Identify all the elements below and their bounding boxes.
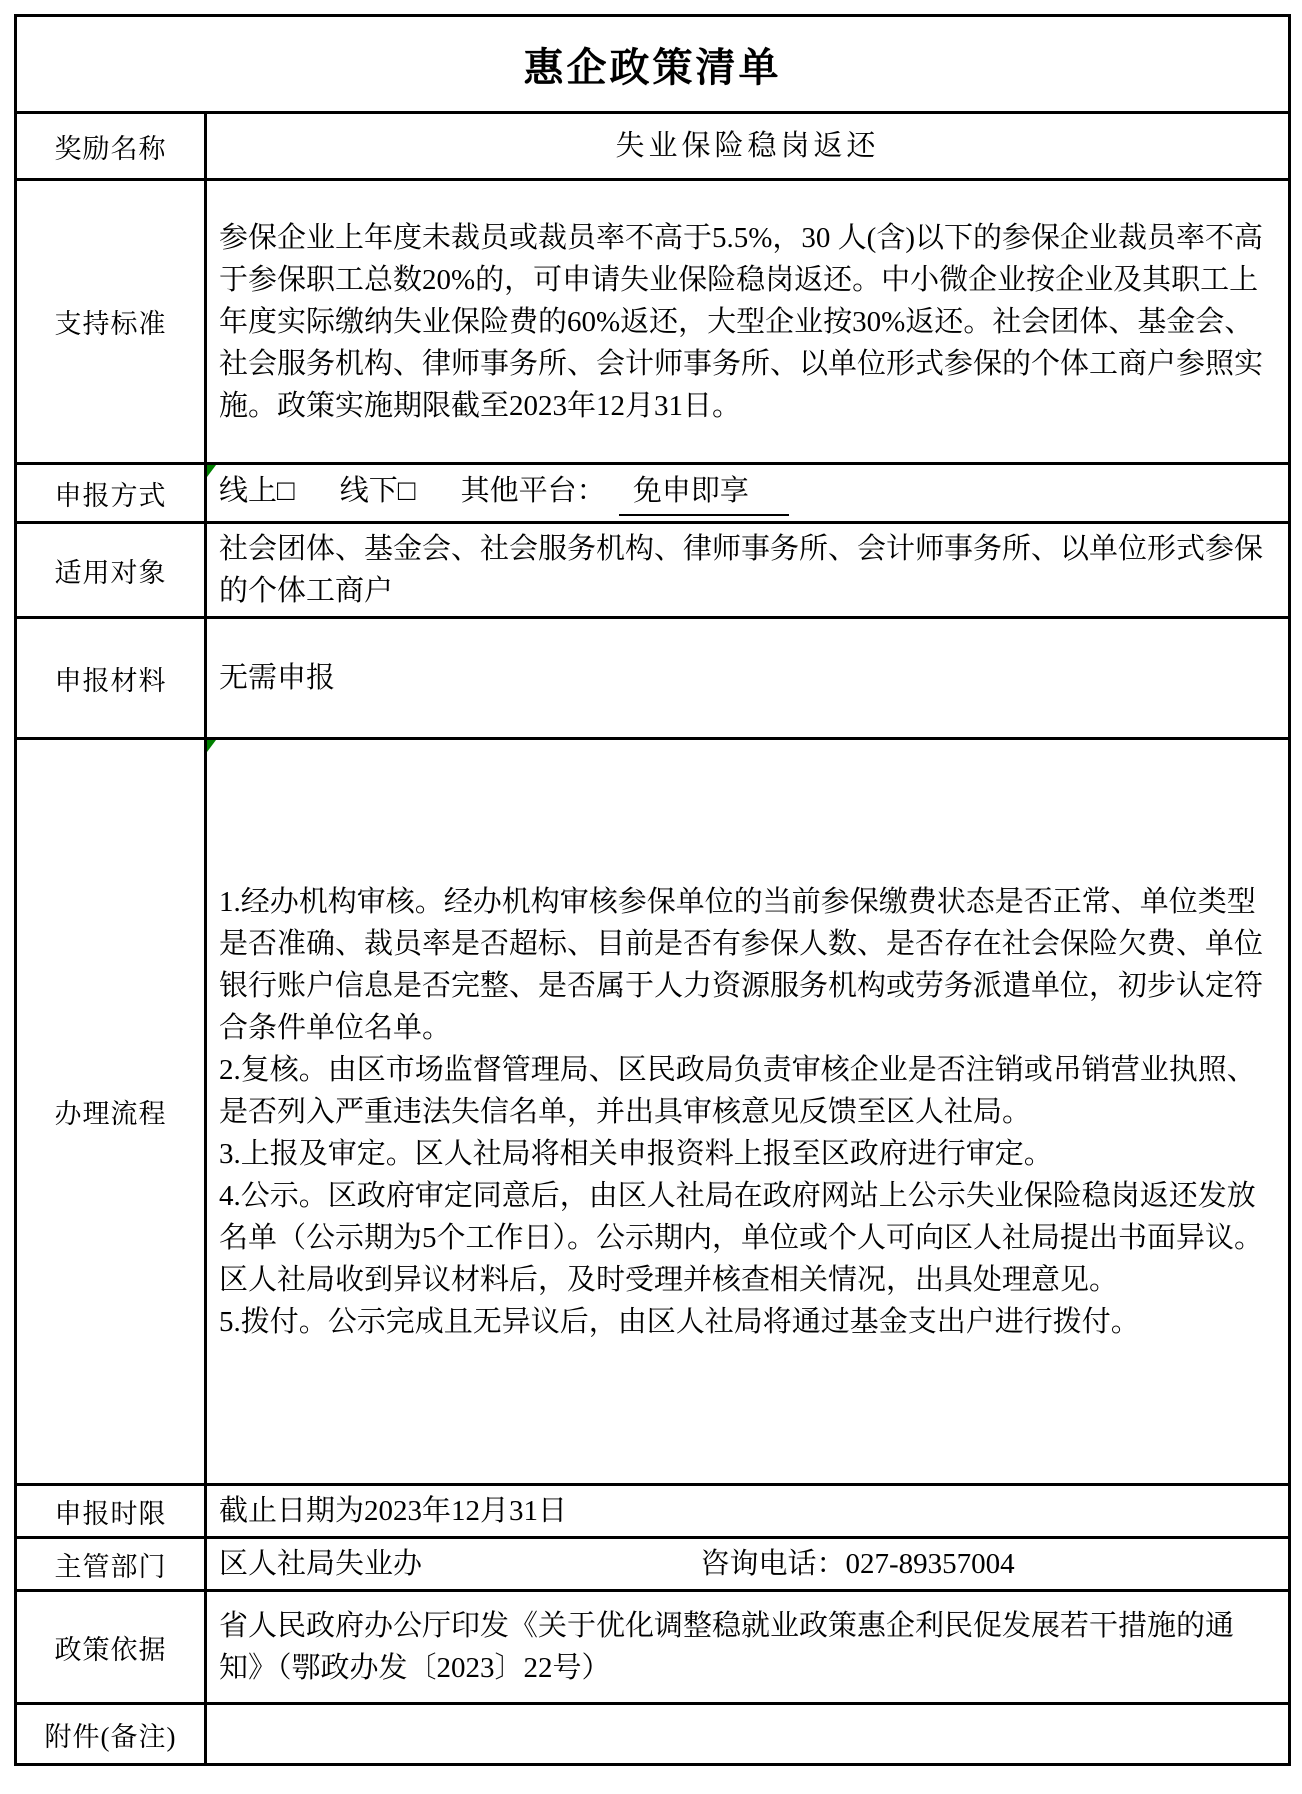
table-row <box>16 1704 1290 1765</box>
page-title: 惠企政策清单 <box>16 16 1290 113</box>
table-row <box>16 1485 1290 1538</box>
apply-option-online-label: 线上 <box>219 475 278 507</box>
applicable-objects-text: 社会团体、基金会、社会服务机构、律师事务所、会计师事务所、以单位形式参保的个体工商户 <box>219 533 1264 607</box>
table-row <box>16 523 1290 618</box>
process-step-4: 4.公示。区政府审定同意后，由区人社局在政府网站上公示失业保险稳岗返还发放名单（公示期为5个工作日）。公示期内，单位或个人可向区人社局提出书面异议。区人社局收到异议材料后，及时受理并核查相关情况，出具处理意见。 <box>219 1179 1264 1296</box>
process-step-2: 2.复核。由区市场监督管理局、区民政局负责审核企业是否注销或吊销营业执照、是否列入严重违法失信名单，并出具审核意见反馈至区人社局。 <box>219 1053 1256 1128</box>
support-standard-text: 参保企业上年度未裁员或裁员率不高于5.5%，30 人(含)以下的参保企业裁员率不高于参保职工总数20%的，可申请失业保险稳岗返还。中小微企业按企业及其职工上年度实际缴纳失业保险费的60%返还，大型企业按30%返还。社会团体、基金会、社会服务机构、律师事务所、会计师事务所、以单位形式参保的个体工商户参照实施。政策实施期限截至2023年12月31日。 <box>219 221 1264 422</box>
support-standard-cell[interactable] <box>206 180 1290 464</box>
row-label-apply-deadline[interactable]: 申报时限 <box>16 1485 206 1538</box>
applicable-objects-cell[interactable] <box>206 523 1290 618</box>
table-row <box>16 180 1290 464</box>
policy-basis-cell[interactable] <box>206 1591 1290 1704</box>
process-step-5: 5.拨付。公示完成且无异议后，由区人社局将通过基金支出户进行拨付。 <box>219 1305 1140 1338</box>
table-row <box>16 1538 1290 1591</box>
attachment-cell[interactable] <box>206 1704 1290 1765</box>
apply-deadline-text: 截止日期为2023年12月31日 <box>219 1495 568 1527</box>
table-row <box>16 1591 1290 1704</box>
other-platform-label: 其他平台： <box>460 475 606 507</box>
table-row <box>16 113 1290 180</box>
cell-error-flag-icon <box>207 465 216 477</box>
apply-option-offline-label: 线下 <box>339 475 398 507</box>
award-name-value: 失业保险稳岗返还 <box>615 130 880 162</box>
offline-checkbox[interactable]: □ <box>397 475 416 507</box>
department-cell[interactable] <box>206 1538 1290 1591</box>
process-step-3: 3.上报及审定。区人社局将相关申报资料上报至区政府进行审定。 <box>219 1137 1053 1170</box>
apply-materials-text: 无需申报 <box>219 662 336 694</box>
department-name: 区人社局失业办 <box>219 1548 423 1580</box>
apply-option-online <box>219 475 295 507</box>
row-label-process-flow[interactable]: 办理流程 <box>16 739 206 1485</box>
apply-deadline-cell[interactable] <box>206 1485 1290 1538</box>
row-label-attachment[interactable]: 附件(备注) <box>16 1704 206 1765</box>
online-checkbox[interactable]: □ <box>277 475 295 507</box>
row-label-apply-materials[interactable]: 申报材料 <box>16 618 206 739</box>
title-row <box>16 16 1290 113</box>
table-row <box>16 464 1290 523</box>
consult-phone: 咨询电话：027-89357004 <box>700 1548 1015 1580</box>
apply-materials-cell[interactable] <box>206 618 1290 739</box>
row-label-apply-method[interactable]: 申报方式 <box>16 464 206 523</box>
process-flow-cell[interactable] <box>206 739 1290 1485</box>
row-label-policy-basis[interactable]: 政策依据 <box>16 1591 206 1704</box>
row-label-department[interactable]: 主管部门 <box>16 1538 206 1591</box>
process-steps <box>219 881 1276 1343</box>
award-name-cell[interactable] <box>206 113 1290 180</box>
table-row <box>16 739 1290 1485</box>
row-label-award-name[interactable]: 奖励名称 <box>16 113 206 180</box>
other-platform-value: 免申即享 <box>619 470 789 516</box>
cell-error-flag-icon <box>207 740 216 752</box>
policy-table <box>14 14 1291 1766</box>
table-row <box>16 618 1290 739</box>
row-label-applicable-objects[interactable]: 适用对象 <box>16 523 206 618</box>
process-step-1: 1.经办机构审核。经办机构审核参保单位的当前参保缴费状态是否正常、单位类型是否准确、裁员率是否超标、目前是否有参保人数、是否存在社会保险欠费、单位银行账户信息是否完整、是否属于人力资源服务机构或劳务派遣单位，初步认定符合条件单位名单。 <box>219 885 1264 1044</box>
apply-method-cell[interactable] <box>206 464 1290 523</box>
apply-option-offline <box>340 475 416 507</box>
policy-basis-text: 省人民政府办公厅印发《关于优化调整稳就业政策惠企利民促发展若干措施的通知》（鄂政办发〔2023〕22号） <box>219 1610 1235 1684</box>
row-label-support-standard[interactable]: 支持标准 <box>16 180 206 464</box>
